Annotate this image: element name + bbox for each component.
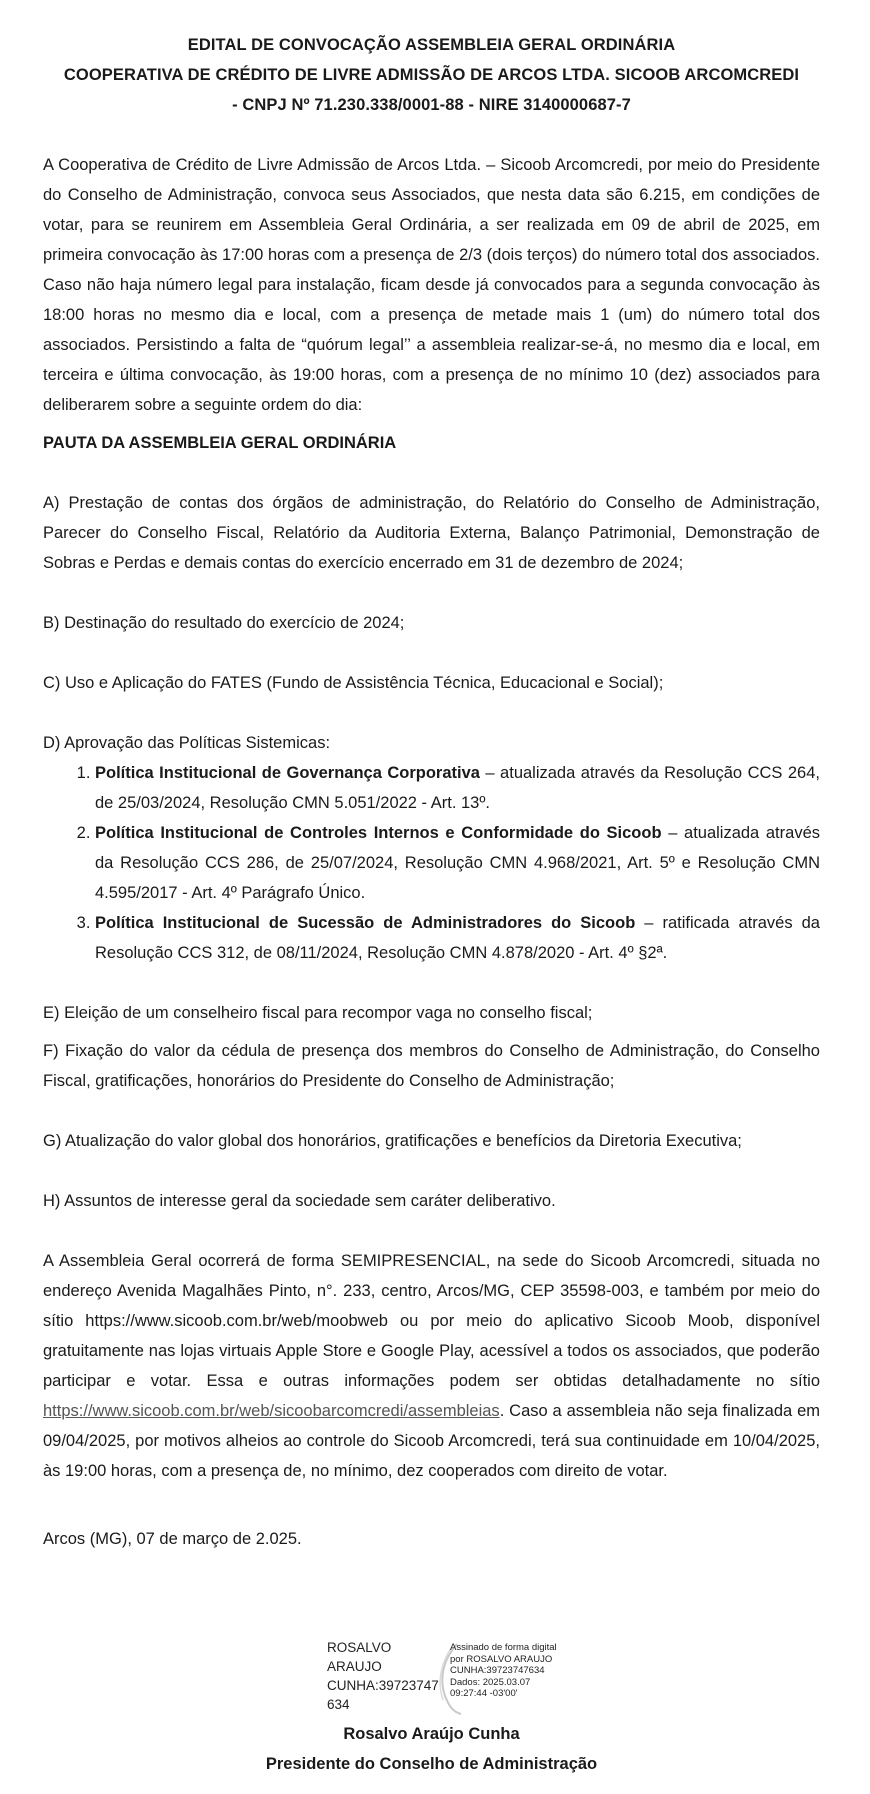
policy-title: Política Institucional de Governança Corporativa [95, 764, 480, 782]
signature-info-block [450, 1642, 580, 1700]
agenda-item-f: F) Fixação do valor da cédula de presença dos membros do Conselho de Administração, do Conselho Fiscal, gratificações, honorários do Presidente do Conselho de Administração; [43, 1042, 820, 1090]
signature-info-line: Assinado de forma digital [450, 1642, 557, 1653]
closing-text: A Assembleia Geral ocorrerá de forma SEMIPRESENCIAL, na sede do Sicoob Arcomcredi, situada no endereço Avenida Magalhães Pinto, n°. 233, centro, Arcos/MG, CEP 35598-003, e também por meio do sítio https://www.sicoob.com.br/web/moobweb ou por meio do aplicativo Sicoob Moob, disponível gratuitamente nas lojas virtuais Apple Store e Google Play, acessível a todos os associados, que poderão participar e votar. Essa e outras informações podem ser obtidas detalhadamente no sítio [43, 1252, 820, 1390]
digital-signature-stamp [327, 1638, 577, 1716]
agenda-item-d: D) Aprovação das Políticas Sistemicas: [43, 734, 331, 752]
policy-item [95, 908, 820, 968]
closing-paragraph [43, 1246, 820, 1486]
policy-item [95, 818, 820, 908]
agenda-item-e: E) Eleição de um conselheiro fiscal para recompor vaga no conselho fiscal; [43, 1004, 593, 1022]
header-cnpj-line: - CNPJ Nº 71.230.338/0001-88 - NIRE 3140000687-7 [232, 96, 631, 114]
place-date: Arcos (MG), 07 de março de 2.025. [43, 1530, 302, 1548]
policy-item [95, 758, 820, 818]
signature-name-line: ROSALVO [327, 1640, 392, 1655]
signature-info-line: 09:27:44 -03'00' [450, 1688, 518, 1699]
signer-role: Presidente do Conselho de Administração [265, 1755, 598, 1773]
policy-title: Política Institucional de Controles Internos e Conformidade do Sicoob [95, 824, 662, 842]
assembleias-link[interactable]: https://www.sicoob.com.br/web/sicoobarcomcredi/assembleias [43, 1402, 500, 1420]
signature-info-line: CUNHA:39723747634 [450, 1665, 545, 1676]
signature-name-line: 634 [327, 1697, 350, 1712]
agenda-item-b: B) Destinação do resultado do exercício de 2024; [43, 614, 405, 632]
policy-detail: – atualizada através da Resolução CCS 286, de 25/07/2024, Resolução CMN 4.968/2021, Art. 5º e Resolução CMN 4.595/2017 - Art. 4º Parágrafo Único. [95, 824, 820, 902]
header-title-line: EDITAL DE CONVOCAÇÃO ASSEMBLEIA GERAL ORDINÁRIA [187, 36, 676, 54]
document-page [43, 30, 820, 1554]
agenda-item-g: G) Atualização do valor global dos honorários, gratificações e benefícios da Diretoria Executiva; [43, 1132, 742, 1150]
agenda-title: PAUTA DA ASSEMBLEIA GERAL ORDINÁRIA [43, 434, 397, 452]
agenda-item-a: A) Prestação de contas dos órgãos de administração, do Relatório do Conselho de Administração, Parecer do Conselho Fiscal, Relatório da Auditoria Externa, Balanço Patrimonial, Demonstração de Sobras e Perdas e demais contas do exercício encerrado em 31 de dezembro de 2024; [43, 494, 820, 572]
policy-title: Política Institucional de Sucessão de Administradores do Sicoob [95, 914, 636, 932]
policies-list [43, 758, 820, 968]
intro-paragraph: A Cooperativa de Crédito de Livre Admissão de Arcos Ltda. – Sicoob Arcomcredi, por meio do Presidente do Conselho de Administração, convoca seus Associados, que nesta data são 6.215, em condições de votar, para se reunirem em Assembleia Geral Ordinária, a ser realizada em 09 de abril de 2025, em primeira convocação às 17:00 horas com a presença de 2/3 (dois terços) do número total dos associados. Caso não haja número legal para instalação, ficam desde já convocados para a segunda convocação às 18:00 horas no mesmo dia e local, com a presença de metade mais 1 (um) do número total dos associados. Persistindo a falta de “quórum legal’’ a assembleia realizar-se-á, no mesmo dia e local, em terceira e última convocação, às 19:00 horas, com a presença de no mínimo 10 (dez) associados para deliberarem sobre a seguinte ordem do dia: [43, 156, 820, 414]
signature-info-line: Dados: 2025.03.07 [450, 1676, 531, 1688]
signature-info-line: por ROSALVO ARAUJO [450, 1653, 553, 1665]
header-cooperative-line: COOPERATIVA DE CRÉDITO DE LIVRE ADMISSÃO DE ARCOS LTDA. SICOOB ARCOMCREDI [63, 66, 800, 84]
signature-name-line: ARAUJO [327, 1659, 382, 1674]
signer-name: Rosalvo Araújo Cunha [343, 1725, 520, 1743]
signature-name-line: CUNHA:39723747 [327, 1678, 439, 1693]
agenda-item-h: H) Assuntos de interesse geral da sociedade sem caráter deliberativo. [43, 1192, 556, 1210]
closing-text-end: . Caso a assembleia não seja finalizada em 09/04/2025, por motivos alheios ao controle do Sicoob Arcomcredi, terá sua continuidade em 10/04/2025, às 19:00 horas, com a presença de, no mínimo, dez cooperados com direito de votar. [43, 1402, 820, 1480]
agenda-item-c: C) Uso e Aplicação do FATES (Fundo de Assistência Técnica, Educacional e Social); [43, 674, 664, 692]
policy-detail: – atualizada através da Resolução CCS 264, de 25/03/2024, Resolução CMN 5.051/2022 - Art. 13º. [95, 764, 820, 812]
policy-detail: – ratificada através da Resolução CCS 312, de 08/11/2024, Resolução CMN 4.878/2020 - Art. 4º §2ª. [95, 914, 820, 962]
